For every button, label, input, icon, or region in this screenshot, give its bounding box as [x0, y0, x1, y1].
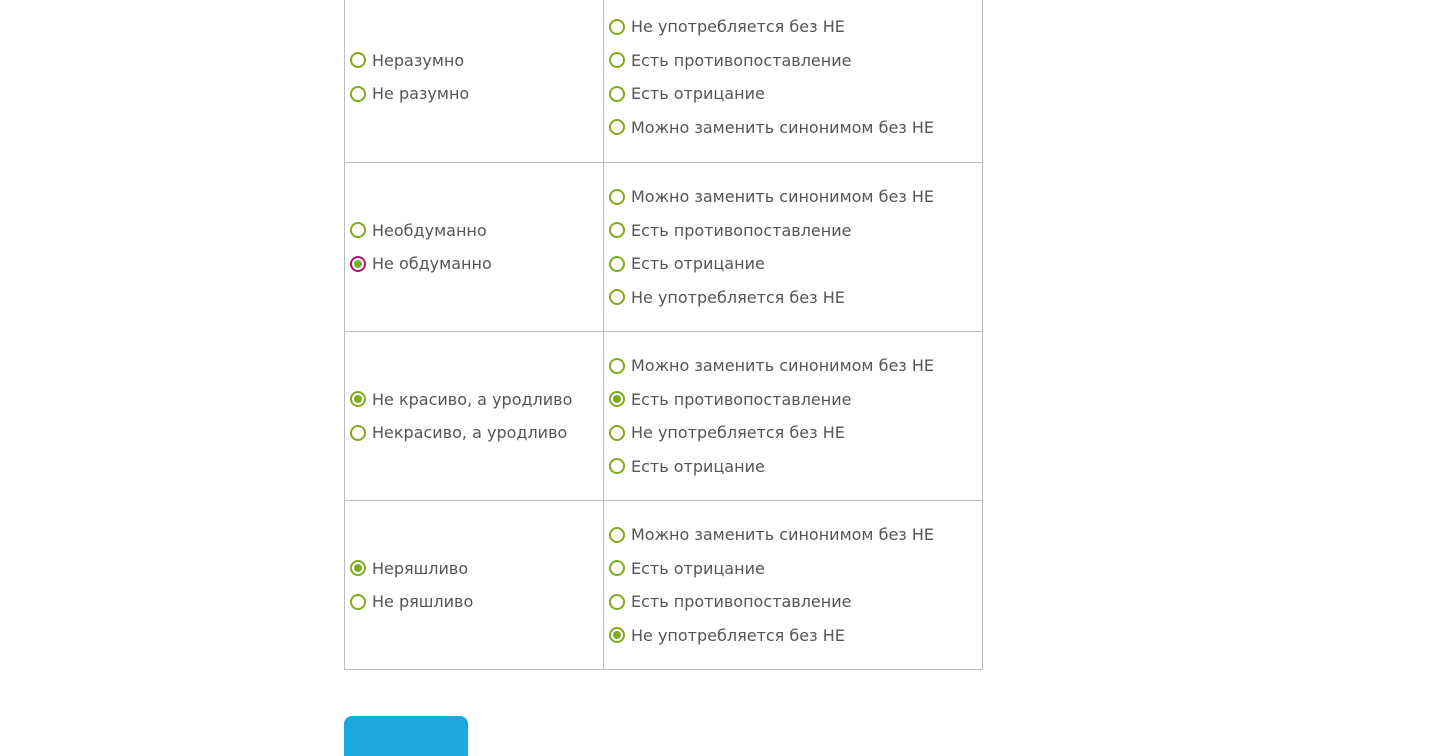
reason-option[interactable] [609, 180, 982, 213]
spelling-options [344, 0, 604, 162]
radio-icon[interactable] [609, 86, 625, 102]
radio-icon[interactable] [609, 19, 625, 35]
quiz-row [344, 332, 983, 501]
option-label: Можно заменить синонимом без НЕ [631, 525, 935, 545]
option-label: Можно заменить синонимом без НЕ [631, 356, 935, 376]
option-label: Не разумно [372, 84, 470, 104]
radio-icon[interactable] [350, 560, 366, 576]
radio-icon[interactable] [609, 627, 625, 643]
option-label: Не обдуманно [372, 254, 492, 274]
radio-icon[interactable] [609, 256, 625, 272]
radio-icon[interactable] [609, 52, 625, 68]
spelling-options [344, 163, 604, 331]
spelling-option[interactable] [350, 585, 603, 618]
radio-icon[interactable] [350, 425, 366, 441]
radio-icon[interactable] [609, 458, 625, 474]
reason-option[interactable] [609, 280, 982, 313]
reason-option[interactable] [609, 110, 982, 143]
reason-option[interactable] [609, 44, 982, 77]
option-label: Есть противопоставление [631, 220, 852, 240]
reason-options [604, 332, 983, 500]
option-label: Есть отрицание [631, 84, 765, 104]
radio-icon[interactable] [609, 189, 625, 205]
reason-options [604, 0, 983, 162]
spelling-options [344, 332, 604, 500]
reason-option[interactable] [609, 518, 982, 551]
quiz-row [344, 163, 983, 332]
radio-icon[interactable] [350, 52, 366, 68]
radio-icon[interactable] [609, 594, 625, 610]
option-label: Есть отрицание [631, 456, 765, 476]
option-label: Можно заменить синонимом без НЕ [631, 187, 935, 207]
option-label: Неразумно [372, 50, 465, 70]
quiz-row [344, 501, 983, 670]
reason-option[interactable] [609, 247, 982, 280]
submit-button[interactable] [344, 716, 468, 756]
reason-options [604, 501, 983, 669]
reason-option[interactable] [609, 77, 982, 110]
option-label: Есть противопоставление [631, 389, 852, 409]
spelling-option[interactable] [350, 214, 603, 247]
option-label: Не употребляется без НЕ [631, 625, 845, 645]
spelling-option[interactable] [350, 44, 603, 77]
option-label: Есть отрицание [631, 558, 765, 578]
radio-icon[interactable] [350, 86, 366, 102]
spelling-option[interactable] [350, 247, 603, 280]
option-label: Необдуманно [372, 220, 487, 240]
option-label: Есть противопоставление [631, 592, 852, 612]
reason-option[interactable] [609, 214, 982, 247]
option-label: Не красиво, а уродливо [372, 389, 573, 409]
reason-option[interactable] [609, 449, 982, 482]
spelling-option[interactable] [350, 416, 603, 449]
radio-icon[interactable] [350, 391, 366, 407]
reason-option[interactable] [609, 349, 982, 382]
spelling-option[interactable] [350, 552, 603, 585]
spelling-option[interactable] [350, 383, 603, 416]
radio-icon[interactable] [609, 358, 625, 374]
reason-option[interactable] [609, 585, 982, 618]
quiz-row [344, 0, 983, 163]
radio-icon[interactable] [350, 222, 366, 238]
option-label: Некрасиво, а уродливо [372, 423, 568, 443]
option-label: Есть отрицание [631, 254, 765, 274]
spelling-options [344, 501, 604, 669]
reason-option[interactable] [609, 552, 982, 585]
option-label: Неряшливо [372, 558, 469, 578]
radio-icon[interactable] [350, 256, 366, 272]
option-label: Не ряшливо [372, 592, 474, 612]
radio-icon[interactable] [609, 560, 625, 576]
reason-option[interactable] [609, 416, 982, 449]
spelling-option[interactable] [350, 77, 603, 110]
reason-option[interactable] [609, 618, 982, 651]
option-label: Можно заменить синонимом без НЕ [631, 117, 935, 137]
option-label: Не употребляется без НЕ [631, 287, 845, 307]
radio-icon[interactable] [609, 289, 625, 305]
radio-icon[interactable] [609, 119, 625, 135]
option-label: Не употребляется без НЕ [631, 423, 845, 443]
option-label: Не употребляется без НЕ [631, 17, 845, 37]
radio-icon[interactable] [609, 222, 625, 238]
radio-icon[interactable] [350, 594, 366, 610]
radio-icon[interactable] [609, 391, 625, 407]
quiz-table [344, 0, 983, 670]
radio-icon[interactable] [609, 527, 625, 543]
reason-options [604, 163, 983, 331]
radio-icon[interactable] [609, 425, 625, 441]
reason-option[interactable] [609, 383, 982, 416]
option-label: Есть противопоставление [631, 50, 852, 70]
reason-option[interactable] [609, 10, 982, 43]
